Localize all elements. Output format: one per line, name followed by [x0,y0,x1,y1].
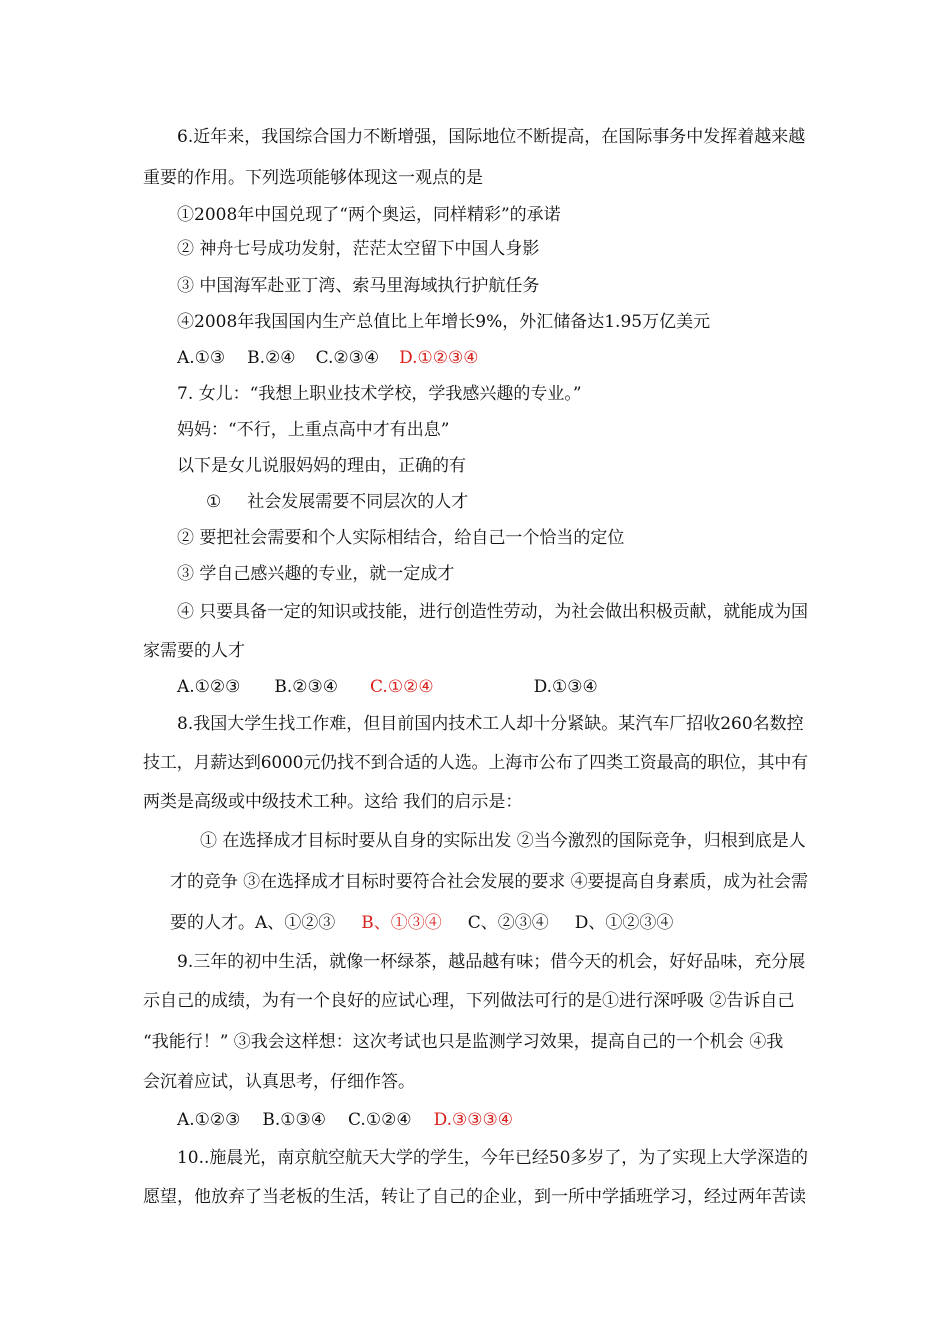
q9-line2: 示自己的成绩，为有一个良好的应试心理，下列做法可行的是①进行深呼吸 ②告诉自己 [143,991,795,1011]
q8-option-b-answer: B、①③④ [361,913,442,933]
q6-item-2: ② 神舟七号成功发射，茫茫太空留下中国人身影 [177,239,540,259]
q9-option-b: B.①③④ [262,1110,327,1130]
q7-option-d: D.①③④ [533,677,598,697]
q8-line6-prefix: 要的人才。 [170,913,255,933]
q6-item-4: ④2008年我国国内生产总值比上年增长9%，外汇储备达1.95万亿美元 [177,312,711,332]
q8-option-a: A、①②③ [255,913,336,933]
q8-line2: 技工，月薪达到6000元仍找不到合适的人选。上海市公布了四类工资最高的职位，其中有 [143,753,808,773]
q9-option-d-answer: D.③③③④ [433,1110,513,1130]
q9-line4: 会沉着应试，认真思考，仔细作答。 [143,1072,415,1092]
q7-item-1-text: 社会发展需要不同层次的人才 [247,492,469,512]
q6-option-b: B.②④ [247,348,296,368]
q7-item-3: ③ 学自己感兴趣的专业，就一定成才 [177,564,455,584]
q9-line1: 9.三年的初中生活，就像一杯绿茶，越品越有味；借今天的机会，好好品味，充分展 [177,952,806,972]
q8-line1: 8.我国大学生找工作难，但目前国内技术工人却十分紧缺。某汽车厂招收260名数控 [177,714,804,734]
q7-option-c-answer: C.①②④ [370,677,434,697]
q8-option-c: C、②③④ [467,913,549,933]
q10-line2: 愿望，他放弃了当老板的生活，转让了自己的企业，到一所中学插班学习，经过两年苦读 [143,1187,806,1207]
q7-item-1-number: ① [206,492,222,512]
q8-option-d: D、①②③④ [574,913,674,933]
q10-line1: 10..施晨光，南京航空航天大学的学生，今年已经50多岁了，为了实现上大学深造的 [177,1148,808,1168]
q6-options [177,346,478,370]
q8-line6 [170,911,673,935]
q7-item-2: ② 要把社会需要和个人实际相结合，给自己一个恰当的定位 [177,528,625,548]
q6-option-d-answer: D.①②③④ [399,348,479,368]
q9-option-a: A.①②③ [177,1110,241,1130]
q7-options [177,675,598,699]
q9-option-c: C.①②④ [348,1110,412,1130]
q7-item-4-line1: ④ 只要具备一定的知识或技能，进行创造性劳动，为社会做出积极贡献，就能成为国 [177,602,808,622]
q6-item-3: ③ 中国海军赴亚丁湾、索马里海域执行护航任务 [177,276,540,296]
q9-options [177,1108,513,1132]
q7-item-4-line2: 家需要的人才 [143,641,245,661]
q9-line3: “我能行！” ③我会这样想：这次考试也只是监测学习效果，提高自己的一个机会 ④我 [143,1032,784,1052]
q7-prompt: 以下是女儿说服妈妈的理由，正确的有 [177,456,466,476]
q8-line4: ① 在选择成才目标时要从自身的实际出发 ②当今激烈的国际竞争，归根到底是人 [200,831,806,851]
q7-option-b: B.②③④ [274,677,339,697]
q7-mother-line: 妈妈：“不行，上重点高中才有出息” [177,420,450,440]
q6-stem-line2: 重要的作用。下列选项能够体现这一观点的是 [143,168,483,188]
q7-item-1 [206,490,468,514]
q6-stem-line1: 6.近年来，我国综合国力不断增强，国际地位不断提高，在国际事务中发挥着越来越 [177,127,806,147]
q8-line3: 两类是高级或中级技术工种。这给 我们的启示是： [143,792,523,812]
q6-option-a: A.①③ [177,348,226,368]
q8-line5: 才的竞争 ③在选择成才目标时要符合社会发展的要求 ④要提高自身素质，成为社会需 [170,872,808,892]
q7-option-a: A.①②③ [177,677,241,697]
q6-option-c: C.②③④ [315,348,380,368]
q7-daughter-line: 7. 女儿：“我想上职业技术学校，学我感兴趣的专业。” [177,384,582,404]
q6-item-1: ①2008年中国兑现了“两个奥运，同样精彩”的承诺 [177,205,561,225]
